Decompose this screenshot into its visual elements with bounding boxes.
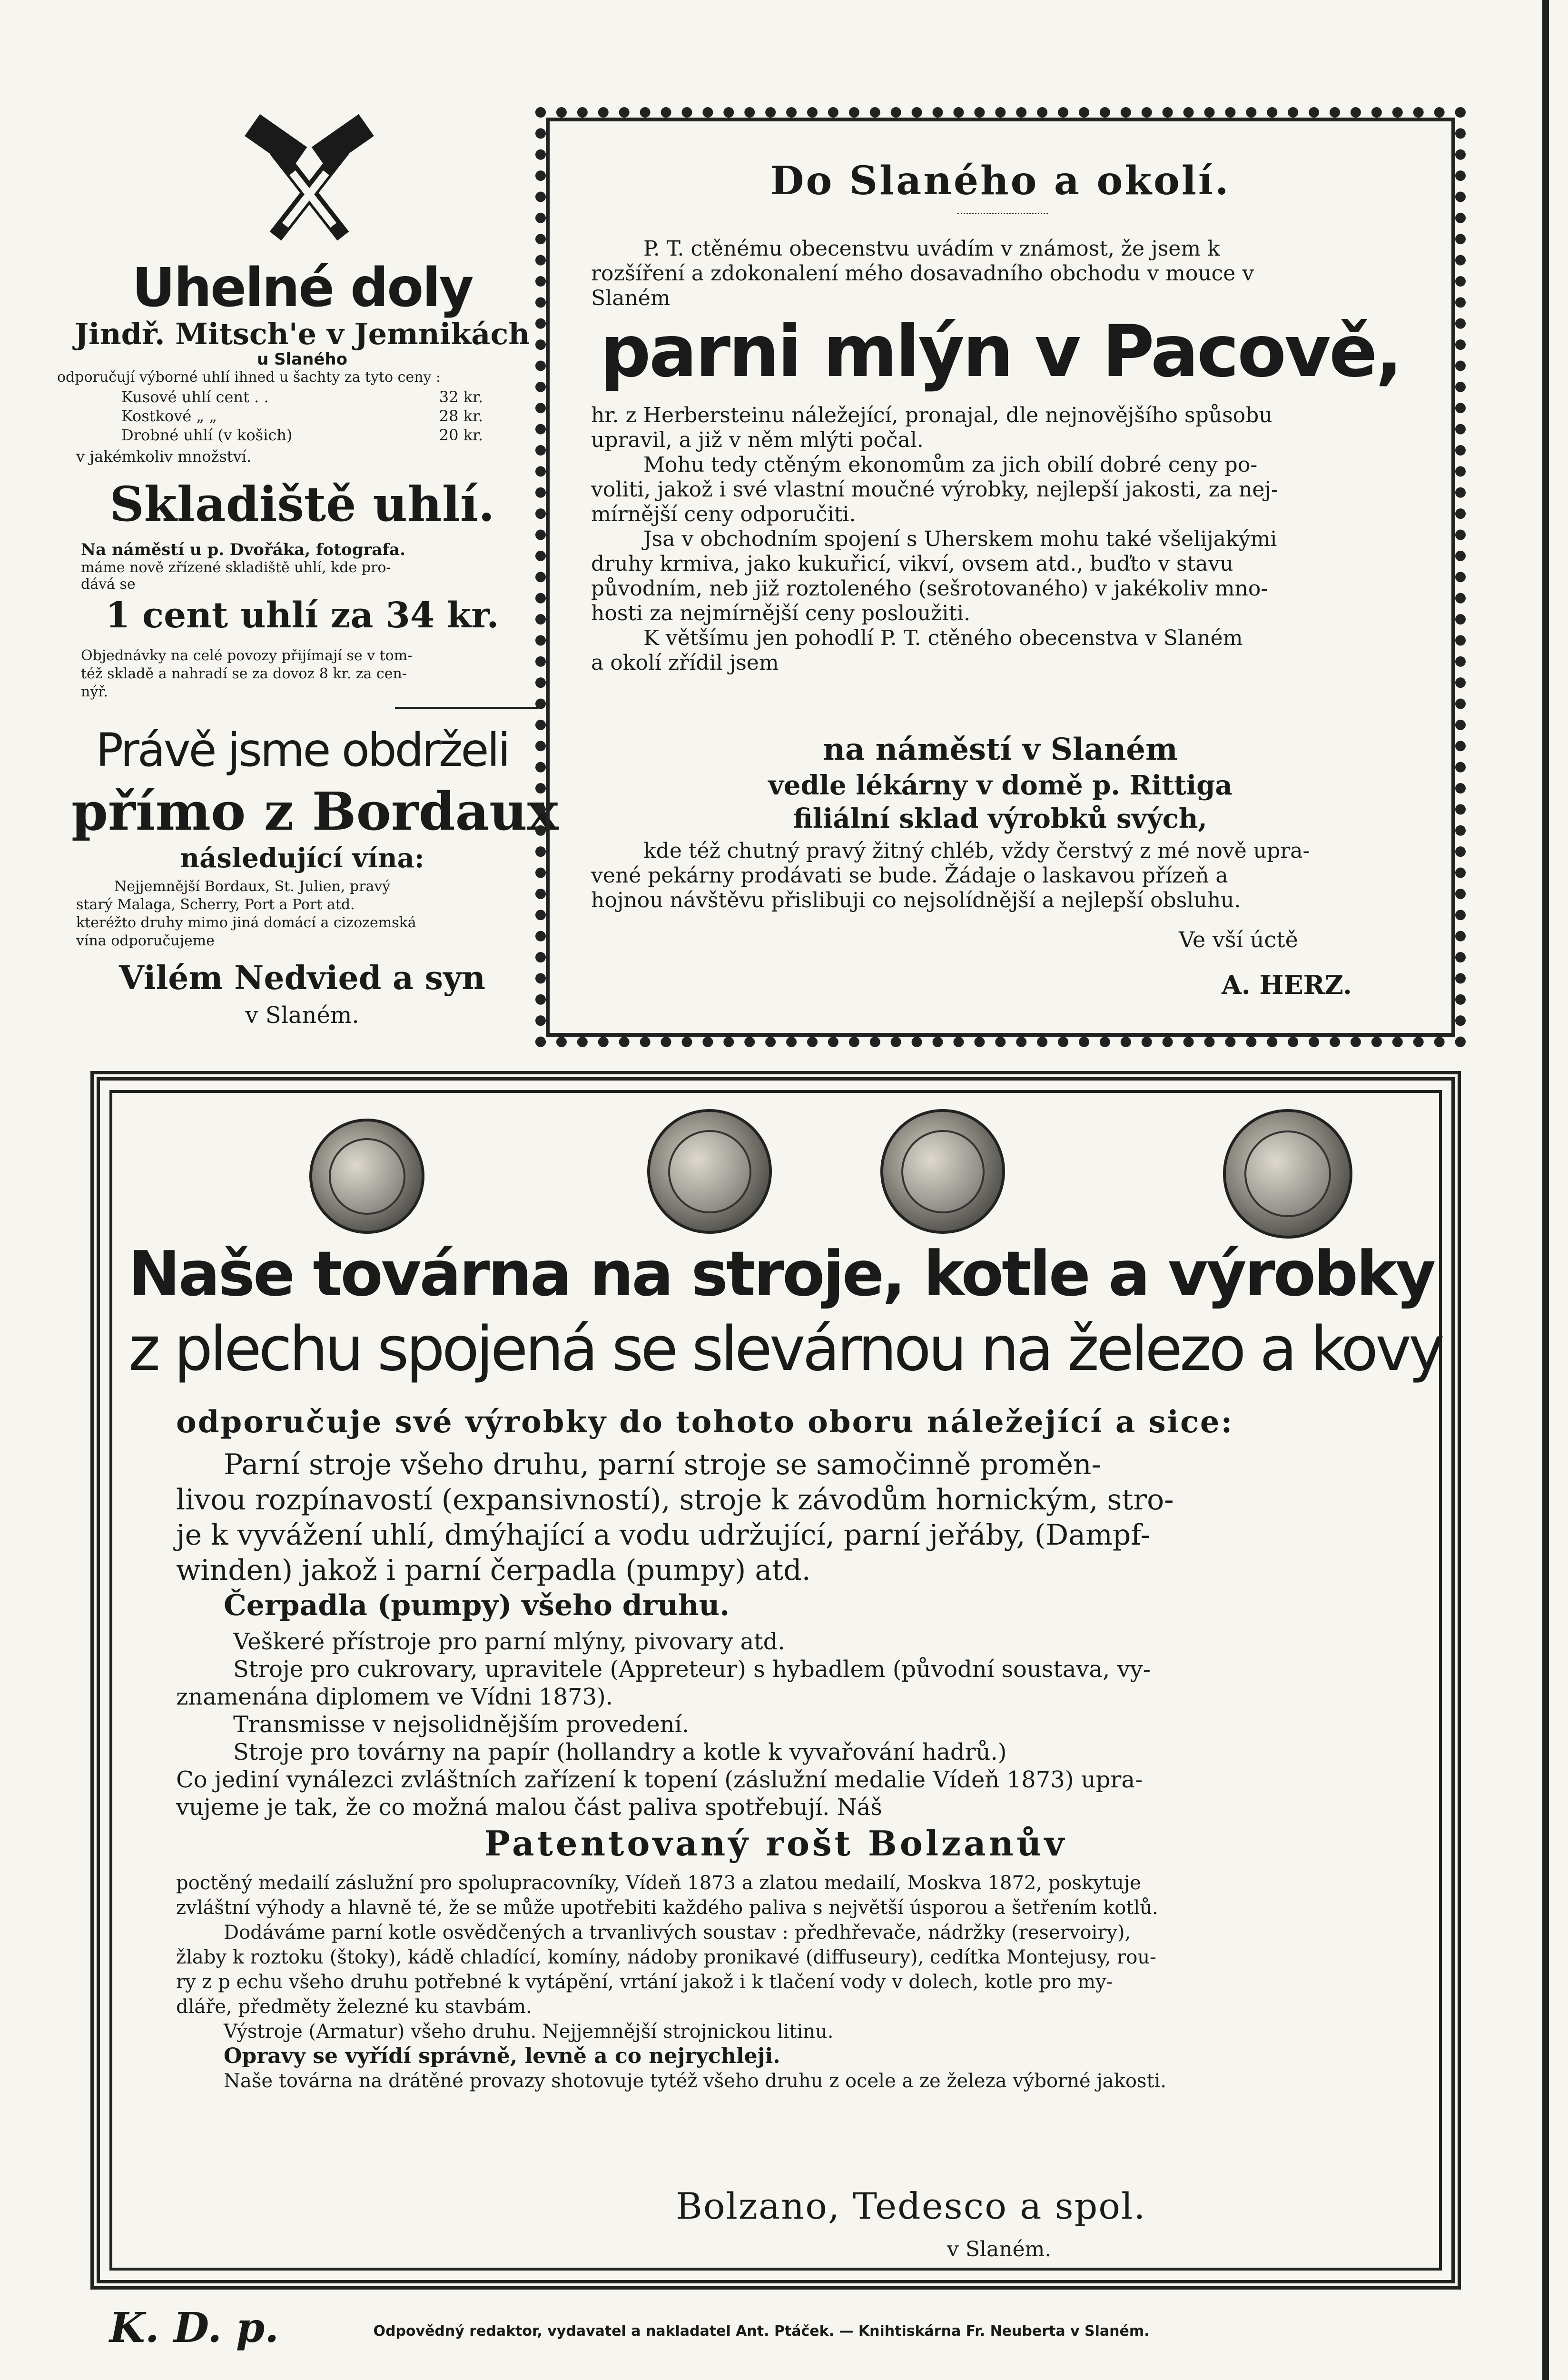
herz-text-line: druhy krmiva, jako kukuřicí, vikví, ovsem atd., buďto v stavu xyxy=(591,552,1233,576)
coal-price-value: 28 kr. xyxy=(439,407,483,425)
herz-store-line1: na náměstí v Slaném xyxy=(823,732,1178,767)
coal-price-row xyxy=(121,426,483,445)
factory-text-line: vujeme je tak, že co možná malou část paliva spotřebují. Náš xyxy=(176,1794,882,1821)
herz-text-line: hojnou návštěvu přislibuji co nejsolídnější a nejlepší obsluhu. xyxy=(591,888,1241,912)
wine-subtitle: následující vína: xyxy=(180,843,424,874)
medal-icon xyxy=(647,1109,772,1234)
herz-text-line: P. T. ctěnému obecenstvu uvádím v známost, že jsem k xyxy=(643,237,1220,261)
coal-mine-title: Uhelné doly xyxy=(132,257,473,319)
herz-text-line: Mohu tedy ctěným ekonomům za jich obilí dobré ceny po- xyxy=(643,453,1258,477)
herz-text-line: a okolí zřídil jsem xyxy=(591,651,779,675)
herz-text-line: Slaném xyxy=(591,286,671,310)
medal-icon xyxy=(1223,1109,1352,1239)
factory-firm-name: Bolzano, Tedesco a spol. xyxy=(676,2185,1146,2227)
page-edge-bar xyxy=(1542,0,1549,2380)
factory-text-line: winden) jakož i parní čerpadla (pumpy) atd. xyxy=(176,1554,811,1587)
factory-body xyxy=(176,1447,1413,1623)
coal-price-row xyxy=(121,388,483,407)
wine-title-line1: Právě jsme obdrželi xyxy=(96,724,509,777)
section-divider xyxy=(395,707,538,709)
factory-firm-city: v Slaném. xyxy=(947,2237,1052,2261)
factory-text-line: poctěný medailí záslužní pro spolupracovníky, Vídeň 1873 a zlatou medailí, Moskva 1872, poskytuje xyxy=(176,1872,1141,1894)
coal-price-list xyxy=(121,388,483,445)
factory-text-line: žlaby k roztoku (štoky), kádě chladící, komíny, nádoby pronikavé (diffuseury), cedítka Montejusy, rou- xyxy=(176,1946,1156,1968)
herz-store-line3: filiální sklad výrobků svých, xyxy=(793,803,1207,834)
coal-price-value: 32 kr. xyxy=(439,388,483,406)
coal-price-item: Drobné uhlí (v košich) xyxy=(121,426,293,444)
coal-mine-intro: odporučují výborné uhlí ihned u šachty za tyto ceny : xyxy=(57,369,441,386)
factory-text-line: Co jediní vynálezci zvláštních zařízení k topení (záslužní medalie Vídeň 1873) upra- xyxy=(176,1766,1143,1793)
herz-body xyxy=(591,403,1429,675)
herz-signature: A. HERZ. xyxy=(1222,970,1352,1000)
herz-body xyxy=(591,839,1429,913)
coal-mine-owner: Jindř. Mitsch'e v Jemnikách xyxy=(74,317,530,351)
coal-price-value: 20 kr. xyxy=(439,426,483,444)
coal-store-text: máme nově zřízené skladiště uhlí, kde pro- xyxy=(81,559,391,576)
crossed-hammers-icon xyxy=(238,109,381,252)
herz-text-line: hr. z Herbersteinu náležející, pronajal, dle nejnovějšího spůsobu xyxy=(591,403,1272,427)
factory-text-line: dláře, předměty železné ku stavbám. xyxy=(176,1996,532,2018)
coal-store-order: též skladě a nahradí se za dovoz 8 kr. za cen- xyxy=(81,665,407,682)
herz-text-line: K většímu jen pohodlí P. T. ctěného obecenstva v Slaném xyxy=(643,626,1243,650)
factory-text-line: ry z p echu všeho druhu potřebné k vytápění, vrtání jakož i k tlačení vody v dolech, kotle pro my- xyxy=(176,1971,1113,1993)
herz-text-line: voliti, jakož i své vlastní moučné výrobky, nejlepší jakosti, za nej- xyxy=(591,477,1278,502)
coal-price-row xyxy=(121,407,483,426)
herz-store-line2: vedle lékárny v domě p. Rittiga xyxy=(768,770,1233,801)
factory-text-line: znamenána diplomem ve Vídni 1873). xyxy=(176,1684,613,1710)
herz-text-line: mírnější ceny odporučiti. xyxy=(591,502,856,526)
factory-text-line: zvláštní výhody a hlavně té, že se může upotřebiti každého paliva s největší úsporou a šetřením kotlů. xyxy=(176,1897,1158,1919)
coal-store-order: nýř. xyxy=(81,684,108,700)
factory-patent-title: Patentovaný rošt Bolzanův xyxy=(484,1823,1067,1864)
herz-text-line: vené pekárny prodávati se bude. Žádaje o laskavou přízeň a xyxy=(591,863,1228,888)
wine-list-line: kteréžto druhy mimo jiná domácí a cizozemská xyxy=(76,914,416,931)
factory-text-line: Opravy se vyřídí správně, levně a co nejrychleji. xyxy=(224,2044,780,2068)
factory-title-line2: z plechu spojená se slevárnou na železo a kovy xyxy=(128,1314,1442,1385)
factory-text-line: livou rozpínavostí (expansivností), stroje k závodům hornickým, stro- xyxy=(176,1483,1174,1517)
factory-text-line: Stroje pro továrny na papír (hollandry a kotle k vyvařování hadrů.) xyxy=(233,1739,1007,1765)
herz-text-line: hosti za nejmírnější ceny posloužiti. xyxy=(591,601,971,625)
coal-price-item: Kusové uhlí cent . . xyxy=(121,388,269,406)
factory-text-line: Naše továrna na drátěné provazy shotovuje tytéž všeho druhu z ocele a ze železa výborné jakosti. xyxy=(224,2070,1167,2092)
factory-body xyxy=(176,1871,1413,2093)
coal-store-address: Na náměstí u p. Dvořáka, fotografa. xyxy=(81,540,405,559)
factory-intro: odporučuje své výrobky do tohoto oboru náležející a sice: xyxy=(176,1404,1234,1440)
herz-text-line: původním, neb již roztoleného (sešrotovaného) v jakékoliv mno- xyxy=(591,576,1268,601)
wine-list-line: vína odporučujeme xyxy=(76,932,215,949)
factory-text-line: je k vyvážení uhlí, dmýhající a vodu udržující, parní jeřáby, (Dampf- xyxy=(176,1518,1150,1552)
heading-ornament xyxy=(957,213,1048,214)
herz-text-line: kde též chutný pravý žitný chléb, vždy čerstvý z mé nově upra- xyxy=(643,839,1310,863)
wine-title-line2: přímo z Bordaux xyxy=(71,781,559,842)
page-mark: K. D. p. xyxy=(109,2304,279,2352)
factory-text-line: Stroje pro cukrovary, upravitele (Appreteur) s hybadlem (původní soustava, vy- xyxy=(233,1656,1151,1683)
herz-body xyxy=(591,237,1429,311)
coal-store-title: Skladiště uhlí. xyxy=(109,476,495,532)
coal-price-item: Kostkové „ „ xyxy=(121,407,217,425)
herz-text-line: rozšíření a zdokonalení mého dosavadního obchodu v mouce v xyxy=(591,261,1254,286)
factory-text-line: Výstroje (Armatur) všeho druhu. Nejjemnější strojnickou litinu. xyxy=(224,2021,834,2043)
herz-advertisement-box xyxy=(535,107,1466,1047)
factory-text-line: Veškeré přístroje pro parní mlýny, pivovary atd. xyxy=(233,1628,785,1655)
factory-text-line: Dodáváme parní kotle osvědčených a trvanlivých soustav : předhřevače, nádržky (reservoiry), xyxy=(224,1922,1131,1944)
wine-list-line: starý Malaga, Scherry, Port a Port atd. xyxy=(76,896,355,913)
factory-text-line: Parní stroje všeho druhu, parní stroje se samočinně proměn- xyxy=(224,1448,1101,1481)
herz-mill-title: parni mlýn v Pacově, xyxy=(600,310,1401,393)
coal-store-text: dává se xyxy=(81,576,136,593)
factory-text-line: Čerpadla (pumpy) všeho druhu. xyxy=(224,1589,730,1622)
factory-advertisement-box xyxy=(90,1071,1461,2290)
coal-store-order: Objednávky na celé povozy přijímají se v tom- xyxy=(81,647,413,664)
imprint-line: Odpovědný redaktor, vydavatel a nakladatel Ant. Ptáček. — Knihtiskárna Fr. Neuberta v Slaném. xyxy=(373,2323,1150,2340)
medal-icon xyxy=(309,1119,424,1234)
factory-title-line1: Naše továrna na stroje, kotle a výrobky xyxy=(128,1238,1434,1310)
wine-list-line: Nejjemnější Bordaux, St. Julien, pravý xyxy=(114,878,391,895)
factory-body xyxy=(176,1628,1413,1821)
wine-firm-name: Vilém Nedvied a syn xyxy=(119,959,485,997)
factory-text-line: Transmisse v nejsolidnějším provedení. xyxy=(233,1711,690,1738)
medal-icon xyxy=(880,1109,1005,1234)
coal-mine-location: u Slaného xyxy=(257,350,347,369)
herz-text-line: upravil, a již v něm mlýti počal. xyxy=(591,428,924,452)
herz-text-line: Jsa v obchodním spojení s Uherskem mohu také všelijakými xyxy=(643,527,1277,551)
coal-store-price: 1 cent uhlí za 34 kr. xyxy=(105,595,499,636)
coal-quantity-note: v jakémkoliv množství. xyxy=(76,447,252,466)
wine-firm-city: v Slaném. xyxy=(245,1002,359,1029)
herz-closing: Ve vší úctě xyxy=(1179,927,1298,952)
herz-heading: Do Slaného a okolí. xyxy=(770,158,1231,204)
